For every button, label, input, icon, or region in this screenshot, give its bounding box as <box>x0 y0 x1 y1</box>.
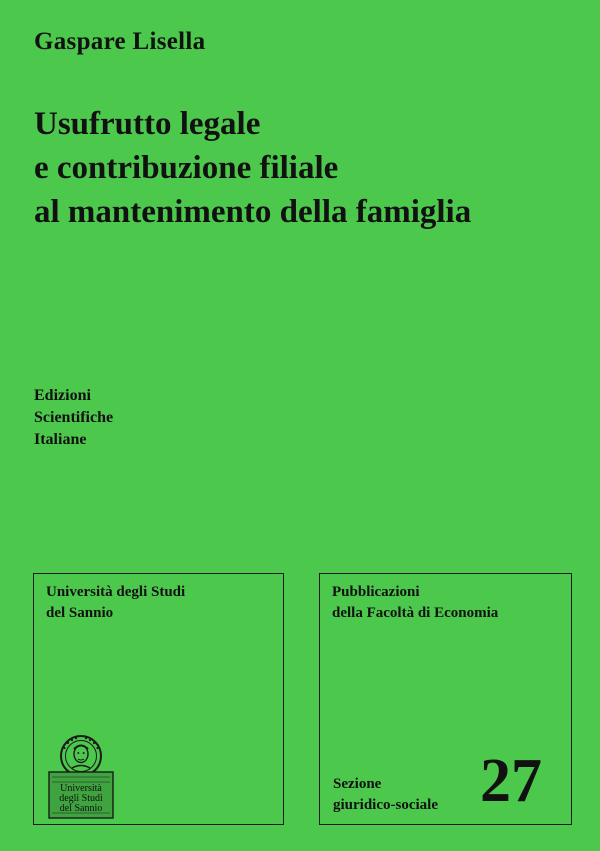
svg-text:del Sannio: del Sannio <box>59 803 103 814</box>
series-section <box>333 774 438 816</box>
publications-line-2: della Facoltà di Economia <box>332 605 499 621</box>
title-line-3: al mantenimento della famiglia <box>34 194 472 230</box>
author-name: Gaspare Lisella <box>34 28 206 55</box>
publisher-line-3: Italiane <box>34 431 87 448</box>
faculty-publications <box>332 582 498 624</box>
publications-box <box>319 573 572 825</box>
university-line-2: del Sannio <box>46 605 114 621</box>
publisher-name <box>34 385 113 451</box>
university-line-1: Università degli Studi <box>46 584 186 600</box>
series-number: 27 <box>480 747 542 815</box>
title-line-2: e contribuzione filiale <box>34 150 339 186</box>
section-line-2: giuridico-sociale <box>333 797 438 813</box>
book-title <box>34 102 594 234</box>
svg-text:Università: Università <box>60 783 102 794</box>
publisher-line-1: Edizioni <box>34 387 91 404</box>
svg-text:degli Studi: degli Studi <box>59 793 103 804</box>
title-line-1: Usufrutto legale <box>34 106 261 142</box>
section-line-1: Sezione <box>333 776 382 792</box>
university-seal-logo <box>44 732 118 820</box>
publisher-line-2: Scientifiche <box>34 409 114 426</box>
university-box <box>33 573 284 825</box>
university-name <box>46 582 185 624</box>
publications-line-1: Pubblicazioni <box>332 584 420 600</box>
